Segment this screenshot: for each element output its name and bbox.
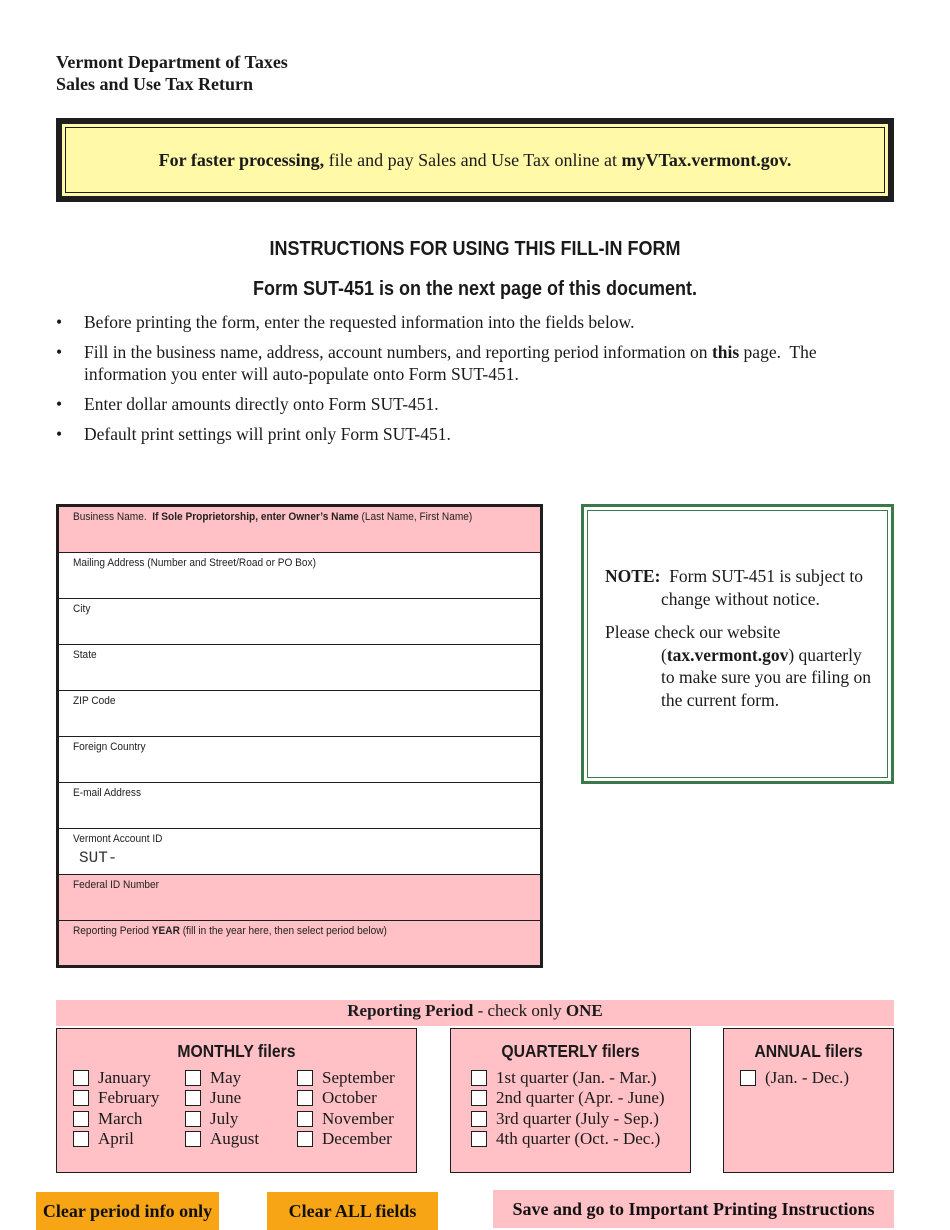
bullet-symbol: • — [56, 394, 63, 414]
banner-site-link[interactable]: myVTax.vermont.gov. — [621, 149, 792, 170]
checkbox-february[interactable]: February — [73, 1088, 159, 1108]
clear-period-button[interactable]: Clear period info only — [36, 1192, 219, 1230]
federal-id-field[interactable]: Federal ID Number — [59, 875, 540, 921]
checkbox-march[interactable]: March — [73, 1109, 142, 1129]
checkbox-december[interactable]: December — [297, 1129, 392, 1149]
notice-website: Please check our website (tax.vermont.gov) quarterly to make sure you are filing on the current form. — [605, 622, 871, 710]
annual-filers-box — [723, 1028, 894, 1173]
form-name: Sales and Use Tax Return — [56, 74, 254, 94]
online-filing-banner — [56, 118, 894, 202]
monthly-filers-box — [56, 1028, 417, 1173]
department-title: Vermont Department of Taxes — [56, 52, 288, 72]
website-link[interactable]: tax.vermont.gov — [666, 644, 789, 665]
list-item: • Fill in the business name, address, account numbers, and reporting period information on this page. The information you enter will auto-populate onto Form SUT-451. — [56, 342, 821, 384]
mailing-address-field[interactable]: Mailing Address (Number and Street/Road or PO Box) — [59, 553, 540, 599]
instructions-subtitle: Form SUT-451 is on the next page of this document. — [252, 278, 698, 300]
quarterly-heading: QUARTERLY filers — [501, 1041, 640, 1061]
checkbox-july[interactable]: July — [185, 1109, 238, 1129]
monthly-heading: MONTHLY filers — [177, 1041, 296, 1061]
notice-change: NOTE: Form SUT-451 is subject to change without notice. — [605, 566, 868, 609]
list-item: • Default print settings will print only Form SUT-451. — [56, 424, 451, 444]
list-item: • Enter dollar amounts directly onto Form SUT-451. — [56, 394, 439, 414]
checkbox-october[interactable]: October — [297, 1088, 377, 1108]
checkbox-november[interactable]: November — [297, 1109, 394, 1129]
reporting-year-field[interactable]: Reporting Period YEAR (fill in the year here, then select period below) — [59, 921, 540, 965]
business-name-field[interactable]: Business Name. If Sole Proprietorship, enter Owner’s Name (Last Name, First Name) — [59, 507, 540, 553]
bullet-symbol: • — [56, 312, 63, 332]
bullet-symbol: • — [56, 342, 63, 362]
checkbox-annual[interactable]: (Jan. - Dec.) — [740, 1068, 849, 1088]
notice-box — [581, 504, 894, 784]
save-and-print-instructions-button[interactable]: Save and go to Important Printing Instructions — [493, 1190, 894, 1228]
checkbox-august[interactable]: August — [185, 1129, 259, 1149]
foreign-country-field[interactable]: Foreign Country — [59, 737, 540, 783]
banner-text: file and pay Sales and Use Tax online at — [324, 149, 622, 170]
checkbox-quarter-1[interactable]: 1st quarter (Jan. - Mar.) — [471, 1068, 657, 1088]
vermont-account-id-value[interactable]: SUT- — [79, 849, 118, 867]
annual-heading: ANNUAL filers — [754, 1041, 863, 1061]
instruction-list — [56, 311, 886, 453]
checkbox-quarter-3[interactable]: 3rd quarter (July - Sep.) — [471, 1109, 659, 1129]
bullet-symbol: • — [56, 424, 63, 444]
zip-code-field[interactable]: ZIP Code — [59, 691, 540, 737]
checkbox-quarter-4[interactable]: 4th quarter (Oct. - Dec.) — [471, 1129, 660, 1149]
vermont-account-id-field[interactable]: Vermont Account ID SUT- — [59, 829, 540, 875]
checkbox-january[interactable]: January — [73, 1068, 151, 1088]
checkbox-may[interactable]: May — [185, 1068, 241, 1088]
email-field[interactable]: E-mail Address — [59, 783, 540, 829]
checkbox-june[interactable]: June — [185, 1088, 241, 1108]
instructions-title: INSTRUCTIONS FOR USING THIS FILL-IN FORM — [269, 238, 681, 260]
list-item: • Before printing the form, enter the requested information into the fields below. — [56, 312, 635, 332]
quarterly-filers-box — [450, 1028, 691, 1173]
checkbox-april[interactable]: April — [73, 1129, 134, 1149]
business-info-form — [56, 504, 543, 968]
checkbox-september[interactable]: September — [297, 1068, 395, 1088]
banner-lead: For faster processing, — [158, 149, 325, 170]
checkbox-quarter-2[interactable]: 2nd quarter (Apr. - June) — [471, 1088, 665, 1108]
city-field[interactable]: City — [59, 599, 540, 645]
reporting-period-header: Reporting Period - check only ONE — [56, 1000, 894, 1026]
state-field[interactable]: State — [59, 645, 540, 691]
clear-all-button[interactable]: Clear ALL fields — [267, 1192, 438, 1230]
